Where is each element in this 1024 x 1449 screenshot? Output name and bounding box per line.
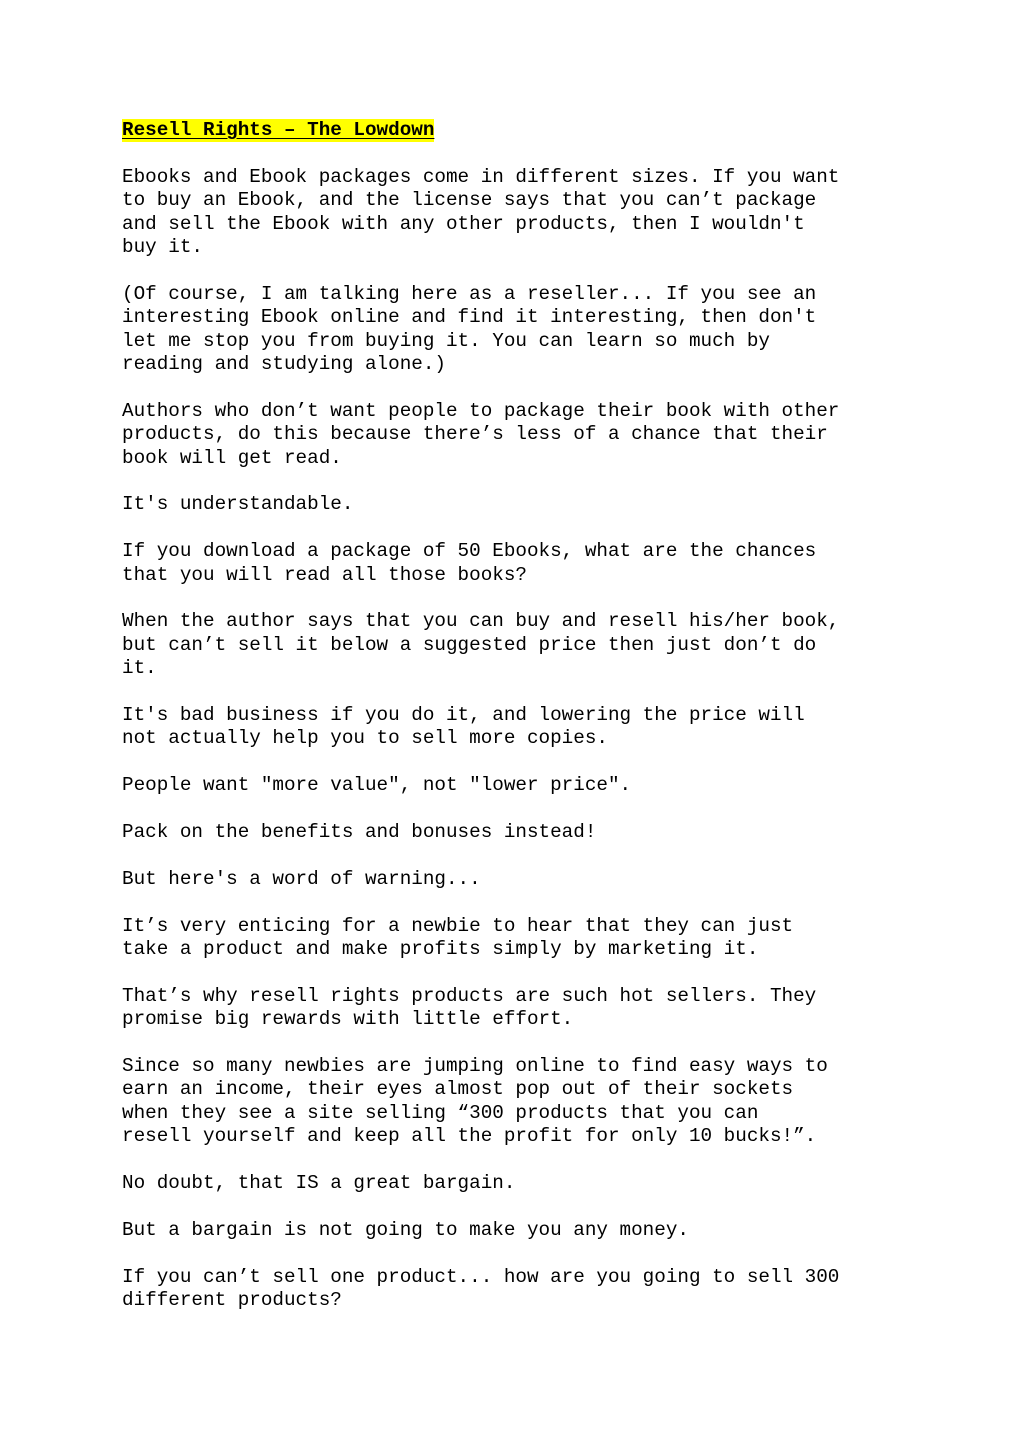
- paragraph: If you download a package of 50 Ebooks, what are the chances that you will read all those books?: [122, 540, 817, 586]
- paragraph: Ebooks and Ebook packages come in different sizes. If you want to buy an Ebook, and the license says that you can’t package and sell the Ebook with any other products, then I wouldn't buy it.: [122, 165, 840, 259]
- paragraph: If you can’t sell one product... how are you going to sell 300 different products?: [122, 1265, 840, 1312]
- paragraph: But a bargain is not going to make you any money.: [122, 1218, 689, 1241]
- paragraph: It's bad business if you do it, and lowering the price will not actually help you to sell more copies.: [122, 704, 805, 750]
- paragraph: That’s why resell rights products are such hot sellers. They promise big rewards with little effort.: [122, 984, 817, 1031]
- paragraph: When the author says that you can buy and resell his/her book, but can’t sell it below a suggested price then just don’t do it.: [122, 610, 840, 680]
- paragraph: But here's a word of warning...: [122, 867, 481, 890]
- paragraph: Authors who don’t want people to package their book with other products, do this because there’s less of a chance that their book will get read.: [122, 399, 840, 469]
- paragraph: People want "more value", not "lower price".: [122, 774, 632, 797]
- paragraph: It's understandable.: [122, 493, 354, 516]
- document-page: [122, 119, 922, 1336]
- paragraph: No doubt, that IS a great bargain.: [122, 1172, 516, 1195]
- paragraph: Pack on the benefits and bonuses instead!: [122, 821, 597, 844]
- paragraph: Since so many newbies are jumping online to find easy ways to earn an income, their eyes almost pop out of their sockets when they see a site selling “300 products that you can resell yourself and keep all the profit for only 10 bucks!”.: [122, 1055, 828, 1148]
- paragraph: It’s very enticing for a newbie to hear that they can just take a product and make profits simply by marketing it.: [122, 914, 794, 961]
- document-title: Resell Rights – The Lowdown: [122, 119, 435, 141]
- paragraph: (Of course, I am talking here as a reseller... If you see an interesting Ebook online and find it interesting, then don't let me stop you from buying it. You can learn so much by reading and studying alone.): [122, 282, 817, 376]
